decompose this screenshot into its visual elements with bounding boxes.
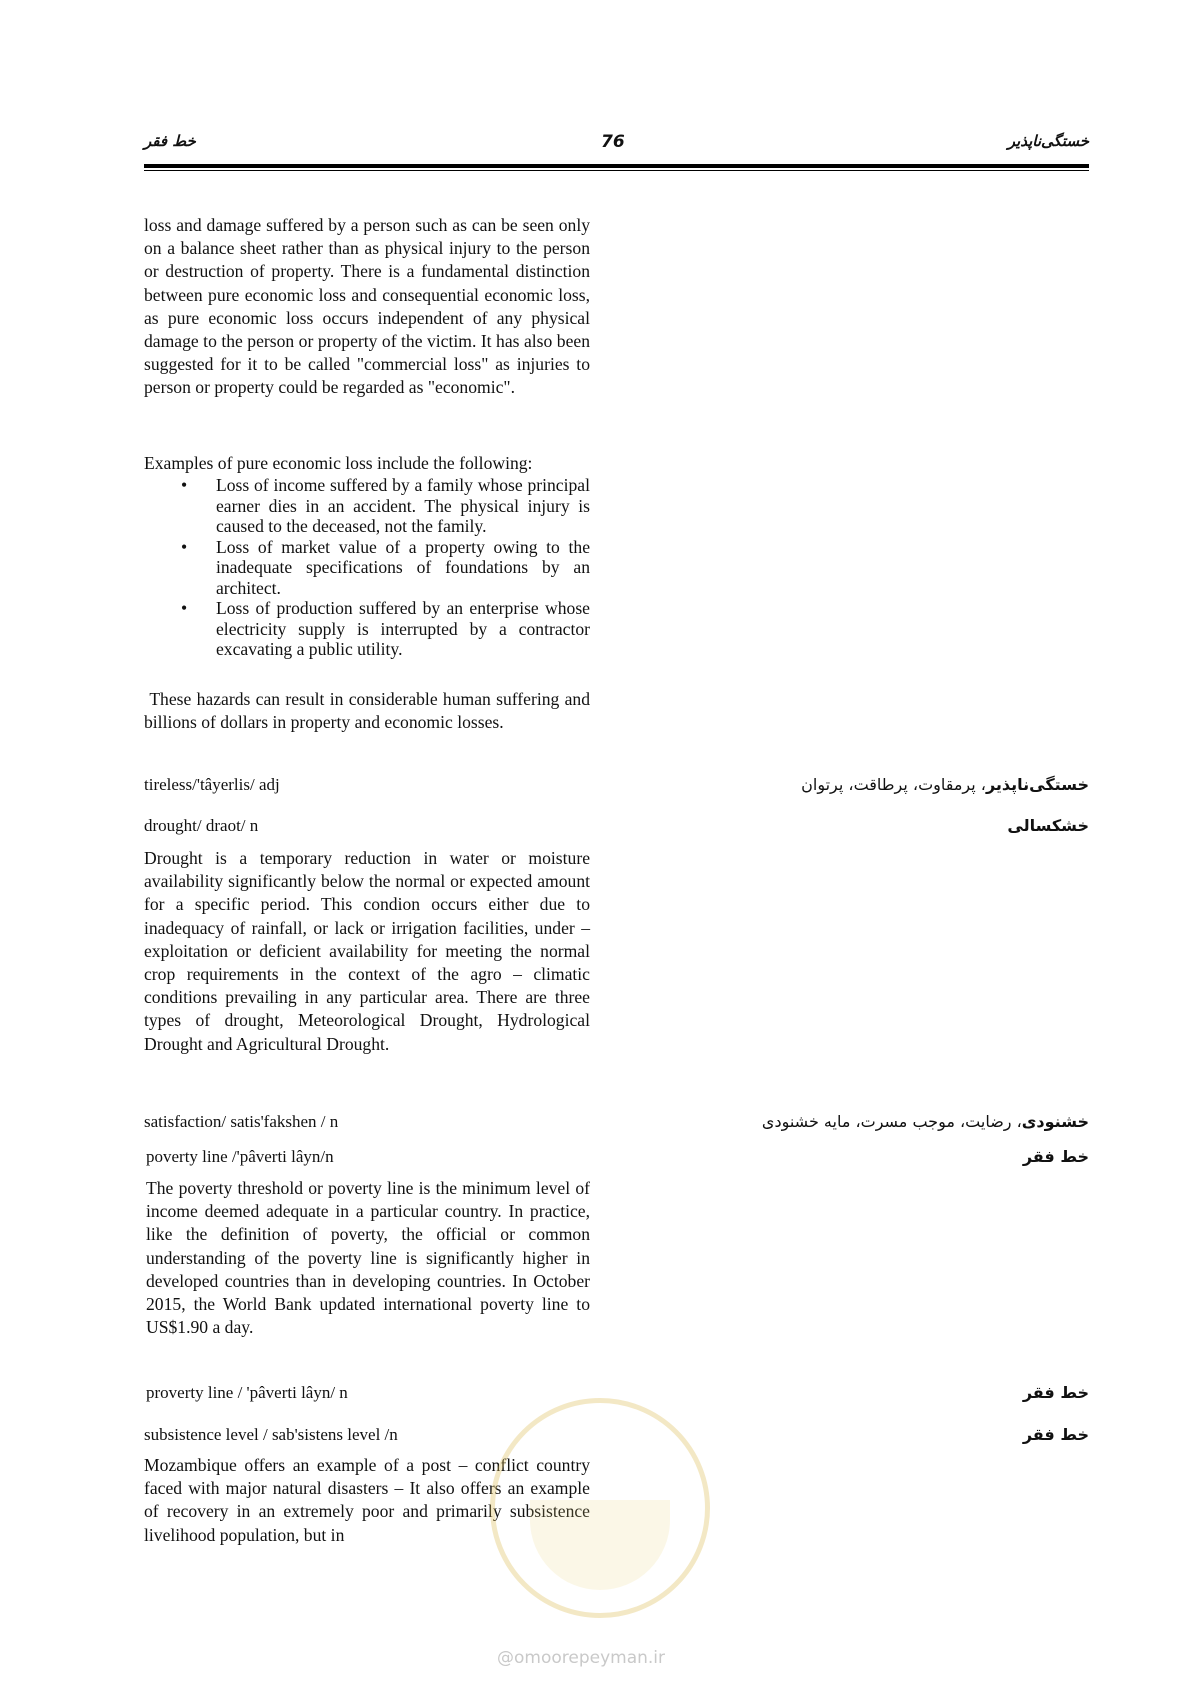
list-item: • Loss of income suffered by a family whose principal earner dies in an accident. The physical injury is caused to the deceased, not the family. — [144, 475, 590, 537]
fa-head: خط فقر — [1022, 1425, 1089, 1444]
term-tireless: tireless/'tâyerlis/ adj — [144, 775, 280, 794]
fa-satisfaction — [762, 1111, 1089, 1133]
header-left-title: خط فقر — [144, 132, 196, 150]
watermark-text: @omoorepeyman.ir — [497, 1648, 666, 1668]
examples-lead: Examples of pure economic loss include the following: — [144, 453, 533, 473]
intro-paragraph — [144, 214, 590, 400]
closing-paragraph — [144, 688, 595, 734]
header-rule-thick — [144, 164, 1089, 168]
definition-text: The poverty threshold or poverty line is the minimum level of income deemed adequate in a particular country. In practice, like the definition of poverty, the official or common understanding of the poverty line is significantly higher in developed countries than in developing countries. In October 2015, the World Bank updated international poverty line to US$1.90 a day. — [146, 1178, 590, 1338]
fa-head: خشکسالی — [1007, 816, 1089, 835]
page-number: 76 — [601, 132, 625, 152]
fa-tireless — [801, 774, 1089, 796]
definition-text: Drought is a temporary reduction in water or moisture availability significantly below the normal or expected amount for a specific period. This condion occurs either due to inadequacy of rainfall, or lack or irrigation facilities, under – exploitation or deficient availability for meeting the normal crop requirements in the context of the agro – climatic conditions prevailing in any particular area. There are three types of drought, Meteorological Drought, Hydrological Drought and Agricultural Drought. — [144, 848, 590, 1054]
term-poverty-line: poverty line /'pâverti lâyn/n — [146, 1147, 334, 1166]
header-right-title: خستگی‌ناپذیر — [1007, 132, 1089, 150]
term-satisfaction: satisfaction/ satis'fakshen / n — [144, 1112, 339, 1131]
fa-head: خستگی‌ناپذیر — [985, 775, 1089, 794]
poverty-line-definition — [146, 1177, 590, 1339]
term-drought: drought/ draot/ n — [144, 816, 259, 835]
fa-head: خط فقر — [1022, 1147, 1089, 1166]
fa-proverty-line — [1023, 1382, 1089, 1404]
fa-poverty-line — [1023, 1146, 1089, 1168]
term-proverty-line: proverty line / 'pâverti lâyn/ n — [146, 1383, 348, 1402]
fa-subsistence-level — [1023, 1424, 1089, 1446]
header-rule-thin — [144, 170, 1089, 171]
fa-rest: ، رضایت، موجب مسرت، مایه خشنودی — [761, 1112, 1022, 1131]
list-item: • Loss of market value of a property owing to the inadequate specifications of foundations by an architect. — [144, 537, 590, 599]
closing-text: These hazards can result in considerable human suffering and billions of dollars in property and economic losses. — [144, 689, 595, 733]
fa-head: خط فقر — [1022, 1383, 1089, 1402]
definition-text: Mozambique offers an example of a post – conflict country faced with major natural disasters – It also offers an example of recovery in an extremely poor and primarily subsistence livelihood population, but in — [144, 1455, 590, 1545]
fa-drought — [1007, 815, 1089, 837]
examples-block — [144, 452, 590, 660]
list-item: • Loss of production suffered by an enterprise whose electricity supply is interrupted by a contractor excavating a public utility. — [144, 598, 590, 660]
intro-text: loss and damage suffered by a person such as can be seen only on a balance sheet rather than as physical injury to the person or destruction of property. There is a fundamental distinction between pure economic loss and consequential economic loss, as pure economic loss occurs independent of any physical damage to the person or property of the victim. It has also been suggested for it to be called "commercial loss" as injuries to person or property could be regarded as "economic". — [144, 215, 590, 398]
fa-rest: ، پرمقاوت، پرطاقت، پرتوان — [801, 775, 986, 794]
term-subsistence-level: subsistence level / sab'sistens level /n — [144, 1425, 398, 1444]
fa-head: خشنودی — [1021, 1112, 1089, 1131]
examples-list — [144, 475, 590, 660]
drought-definition — [144, 847, 590, 1056]
